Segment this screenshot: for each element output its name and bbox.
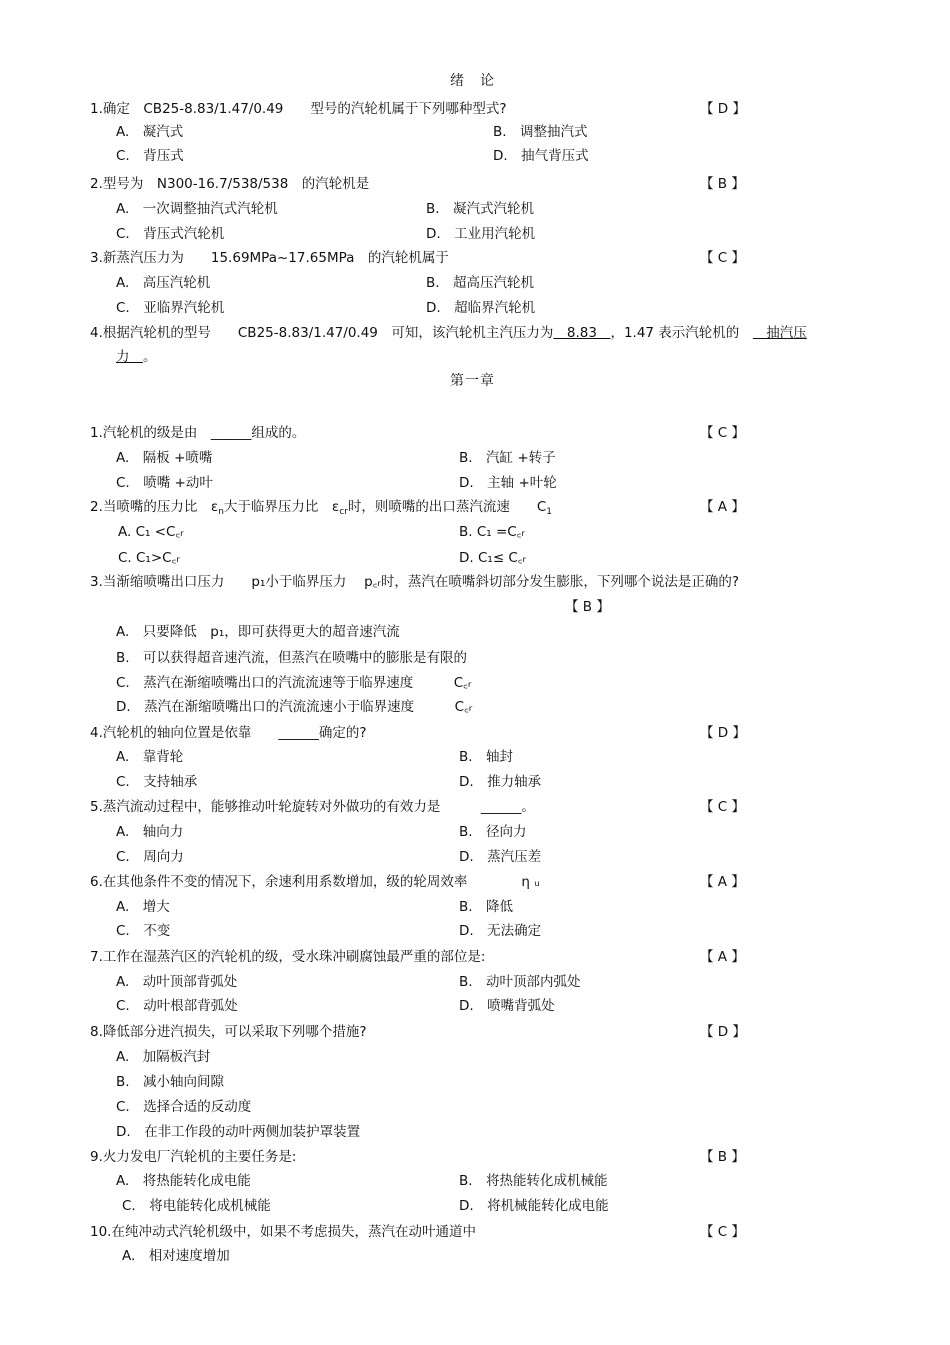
answer-key: 【 C 】: [700, 250, 746, 266]
subscript: cr: [339, 507, 348, 517]
question-stem: 10.在纯冲动式汽轮机级中，如果不考虑损失，蒸汽在动叶通道中: [90, 1224, 476, 1240]
option: A. 高压汽轮机: [116, 275, 211, 291]
option: A. 相对速度增加: [122, 1248, 230, 1264]
option: D. 抽气背压式: [493, 148, 589, 164]
question-stem: 1.汽轮机的级是由 ______组成的。: [90, 425, 306, 441]
subscript: n: [218, 507, 224, 517]
option: A. 增大: [116, 899, 170, 915]
option: C. 支持轴承: [116, 774, 198, 790]
option: C. 亚临界汽轮机: [116, 300, 225, 316]
section-title-intro: 绪 论: [450, 73, 495, 89]
option: A. 轴向力: [116, 824, 184, 840]
option: C. 将电能转化成机械能: [122, 1198, 271, 1214]
fill-blank: 力: [116, 349, 143, 365]
answer-key: 【 A 】: [700, 499, 745, 515]
question-stem: 2.型号为 N300-16.7/538/538 的汽轮机是: [90, 176, 370, 192]
option: C. 选择合适的反动度: [116, 1099, 252, 1115]
answer-key: 【 C 】: [700, 799, 746, 815]
option: A. 只要降低 p₁，即可获得更大的超音速汽流: [116, 624, 400, 640]
option: A. 动叶顶部背弧处: [116, 974, 238, 990]
question-stem: 8.降低部分进汽损失，可以采取下列哪个措施?: [90, 1024, 367, 1040]
answer-key: 【 C 】: [700, 1224, 746, 1240]
option: D. 在非工作段的动叶两侧加装护罩装置: [116, 1124, 361, 1140]
stem-part: 。: [143, 349, 157, 365]
option: B. 超高压汽轮机: [426, 275, 535, 291]
answer-key: 【 B 】: [565, 599, 610, 615]
option: D. 将机械能转化成电能: [459, 1198, 609, 1214]
option: A. 将热能转化成电能: [116, 1173, 251, 1189]
section-title-chapter1: 第一章: [450, 373, 495, 389]
option: D. 蒸汽压差: [459, 849, 542, 865]
option: C. 背压式: [116, 148, 184, 164]
option: B. 动叶顶部内弧处: [459, 974, 581, 990]
stem-part: 2.当喷嘴的压力比 ε: [90, 499, 219, 515]
option: D. 推力轴承: [459, 774, 542, 790]
question-stem: [90, 498, 552, 521]
answer-key: 【 D 】: [700, 101, 746, 117]
option: B. 降低: [459, 899, 514, 915]
answer-key: 【 A 】: [700, 949, 745, 965]
stem-part: 4.根据汽轮机的型号 CB25-8.83/1.47/0.49 可知，该汽轮机主汽压力为: [90, 325, 554, 341]
fill-blank: 抽汽压: [752, 325, 807, 341]
answer-key: 【 C 】: [700, 425, 746, 441]
option: C. 不变: [116, 923, 171, 939]
option: A. 加隔板汽封: [116, 1049, 211, 1065]
option: B. C₁ =C꜀ᵣ: [459, 524, 525, 540]
stem-part: 时，则喷嘴的出口蒸汽流速 C: [347, 499, 547, 515]
question-stem-cont: [116, 348, 157, 366]
fill-blank: 8.83: [553, 325, 611, 341]
option: A. 凝汽式: [116, 124, 184, 140]
option: B. 汽缸 +转子: [459, 450, 556, 466]
option: A. 靠背轮: [116, 749, 184, 765]
option: B. 将热能转化成机械能: [459, 1173, 608, 1189]
option: D. C₁≤ C꜀ᵣ: [459, 550, 527, 566]
option: D. 工业用汽轮机: [426, 226, 536, 242]
option: D. 蒸汽在渐缩喷嘴出口的汽流流速小于临界速度 C꜀ᵣ: [116, 699, 473, 715]
question-stem: 4.汽轮机的轴向位置是依靠 ______确定的?: [90, 725, 367, 741]
option: B. 轴封: [459, 749, 514, 765]
subscript: 1: [546, 507, 553, 517]
question-stem: 3.当渐缩喷嘴出口压力 p₁小于临界压力 p꜀ᵣ时，蒸汽在喷嘴斜切部分发生膨胀，下列哪个说法是正确的?: [90, 574, 740, 590]
option: C. 周向力: [116, 849, 184, 865]
question-stem: 3.新蒸汽压力为 15.69MPa~17.65MPa 的汽轮机属于: [90, 250, 449, 266]
option: D. 无法确定: [459, 923, 542, 939]
answer-key: 【 D 】: [700, 1024, 746, 1040]
option: C. 喷嘴 +动叶: [116, 475, 213, 491]
stem-part: 大于临界压力比 ε: [223, 499, 340, 515]
question-stem: 1.确定 CB25-8.83/1.47/0.49 型号的汽轮机属于下列哪种型式?: [90, 101, 507, 117]
question-stem: [90, 324, 807, 342]
answer-key: 【 B 】: [700, 176, 745, 192]
stem-part: ，1.47 表示汽轮机的: [610, 325, 740, 341]
option: D. 喷嘴背弧处: [459, 998, 555, 1014]
option: B. 可以获得超音速汽流，但蒸汽在喷嘴中的膨胀是有限的: [116, 650, 468, 666]
question-stem: 9.火力发电厂汽轮机的主要任务是:: [90, 1149, 297, 1165]
answer-key: 【 D 】: [700, 725, 746, 741]
option: A. 隔板 +喷嘴: [116, 450, 213, 466]
question-stem: 7.工作在湿蒸汽区的汽轮机的级，受水珠冲刷腐蚀最严重的部位是:: [90, 949, 486, 965]
answer-key: 【 B 】: [700, 1149, 745, 1165]
option: B. 减小轴向间隙: [116, 1074, 225, 1090]
option: B. 径向力: [459, 824, 527, 840]
question-stem: 5.蒸汽流动过程中，能够推动叶轮旋转对外做功的有效力是 ______。: [90, 799, 535, 815]
option: C. 蒸汽在渐缩喷嘴出口的汽流流速等于临界速度 C꜀ᵣ: [116, 675, 472, 691]
option: C. C₁>C꜀ᵣ: [118, 550, 180, 566]
answer-key: 【 A 】: [700, 874, 745, 890]
option: C. 背压式汽轮机: [116, 226, 225, 242]
option: B. 调整抽汽式: [493, 124, 588, 140]
option: B. 凝汽式汽轮机: [426, 201, 535, 217]
option: C. 动叶根部背弧处: [116, 998, 238, 1014]
option: D. 主轴 +叶轮: [459, 475, 557, 491]
question-stem: 6.在其他条件不变的情况下，余速利用系数增加，级的轮周效率 η ᵤ: [90, 874, 540, 890]
option: A. C₁ <C꜀ᵣ: [118, 524, 184, 540]
option: D. 超临界汽轮机: [426, 300, 536, 316]
option: A. 一次调整抽汽式汽轮机: [116, 201, 278, 217]
